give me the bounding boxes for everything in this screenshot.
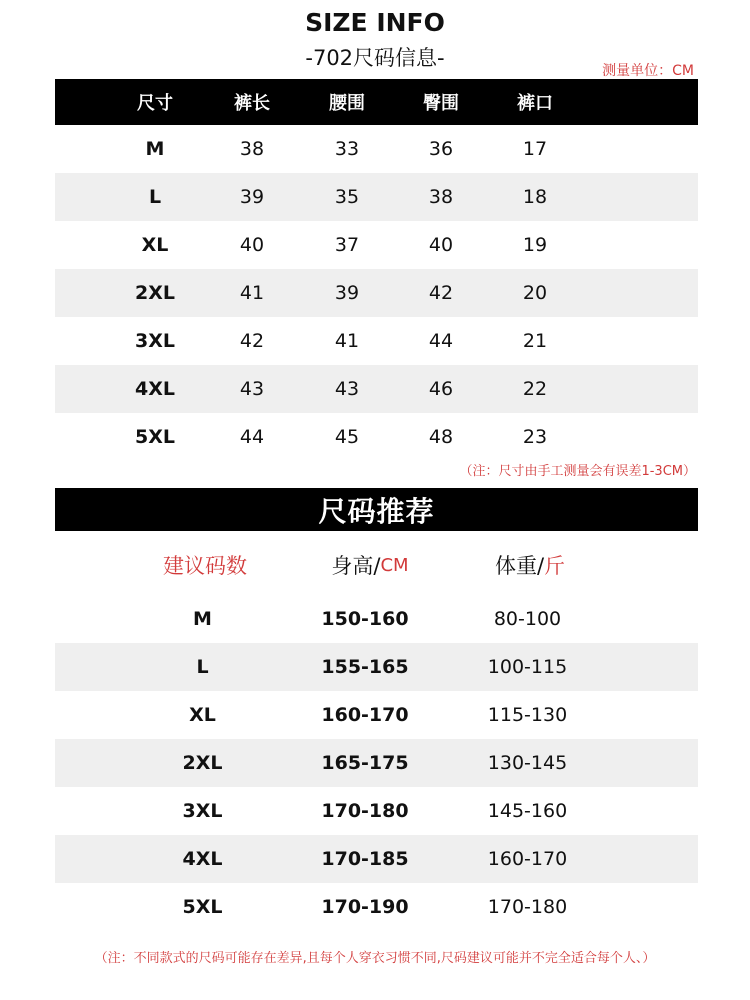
weight-cell: 100-115 [487,656,568,678]
size-cell: M [193,608,212,630]
waist-cell: 35 [334,186,360,208]
size-cell: XL [189,704,216,726]
hem-cell: 22 [522,378,548,400]
recommend-header [55,540,698,590]
length-cell: 40 [239,234,265,256]
size-cell: 4XL [135,378,175,400]
waist-cell: 33 [334,138,360,160]
col-header-height [300,540,440,590]
waist-cell: 43 [334,378,360,400]
waist-cell: 41 [334,330,360,352]
page-title: SIZE INFO [305,8,445,37]
size-cell: 5XL [135,426,175,448]
size-cell: 3XL [135,330,175,352]
col-header-length: 裤长 [234,93,270,114]
hem-cell: 19 [522,234,548,256]
hem-cell: 17 [522,138,548,160]
measurement-note: （注：尺寸由手工测量会有误差1-3CM） [459,464,696,479]
page-subtitle: -702尺码信息- [305,46,445,70]
length-cell: 42 [239,330,265,352]
height-cell: 150-160 [321,608,409,630]
table-row [55,125,698,173]
fit-disclaimer: （注：不同款式的尺码可能存在差异,且每个人穿衣习惯不同,尺码建议可能并不完全适合每个人、） [94,951,656,966]
size-cell: 4XL [182,848,223,870]
col-header-hip: 臀围 [423,93,459,114]
size-cell: 3XL [182,800,223,822]
hip-cell: 36 [428,138,454,160]
weight-label: 体重/ [494,554,545,578]
hem-cell: 23 [522,426,548,448]
recommend-table [55,595,698,931]
size-cell: XL [141,234,169,256]
table-row [55,595,698,643]
hip-cell: 44 [428,330,454,352]
weight-cell: 115-130 [487,704,568,726]
size-cell: M [145,138,165,160]
table-row [55,365,698,413]
hem-cell: 20 [522,282,548,304]
waist-cell: 45 [334,426,360,448]
table-row [55,835,698,883]
waist-cell: 37 [334,234,360,256]
table-row [55,739,698,787]
hip-cell: 42 [428,282,454,304]
hip-cell: 38 [428,186,454,208]
hip-cell: 40 [428,234,454,256]
col-header-hem: 裤口 [517,93,553,114]
height-label: 身高/ [331,554,381,578]
col-header-size: 尺寸 [137,93,173,114]
length-cell: 44 [239,426,265,448]
size-cell: 2XL [182,752,223,774]
size-cell: 2XL [135,282,175,304]
length-cell: 39 [239,186,265,208]
weight-cell: 145-160 [487,800,568,822]
length-cell: 38 [239,138,265,160]
weight-cell: 160-170 [487,848,568,870]
col-header-weight [460,540,600,590]
height-cell: 170-185 [321,848,409,870]
weight-cell: 130-145 [487,752,568,774]
col-header-suggested-size: 建议码数 [163,554,247,578]
height-unit: CM [380,554,409,576]
hip-cell: 46 [428,378,454,400]
size-cell: 5XL [182,896,223,918]
table-row [55,413,698,461]
hip-cell: 48 [428,426,454,448]
hem-cell: 21 [522,330,548,352]
unit-label: 测量单位：CM [602,63,694,79]
weight-unit: 斤 [544,554,566,578]
table-row [55,643,698,691]
size-cell: L [196,656,209,678]
length-cell: 43 [239,378,265,400]
hem-cell: 18 [522,186,548,208]
size-cell: L [148,186,162,208]
height-cell: 160-170 [321,704,409,726]
height-cell: 155-165 [321,656,409,678]
waist-cell: 39 [334,282,360,304]
table-row [55,221,698,269]
size-table [55,79,698,461]
height-cell: 165-175 [321,752,409,774]
height-cell: 170-180 [321,800,409,822]
table-row [55,317,698,365]
length-cell: 41 [239,282,265,304]
recommend-title: 尺码推荐 [55,488,698,531]
table-row [55,173,698,221]
table-row [55,787,698,835]
size-table-header [55,79,698,125]
table-row [55,883,698,931]
height-cell: 170-190 [321,896,409,918]
table-row [55,269,698,317]
col-header-waist: 腰围 [329,93,365,114]
weight-cell: 170-180 [487,896,568,918]
table-row [55,691,698,739]
weight-cell: 80-100 [493,608,562,630]
